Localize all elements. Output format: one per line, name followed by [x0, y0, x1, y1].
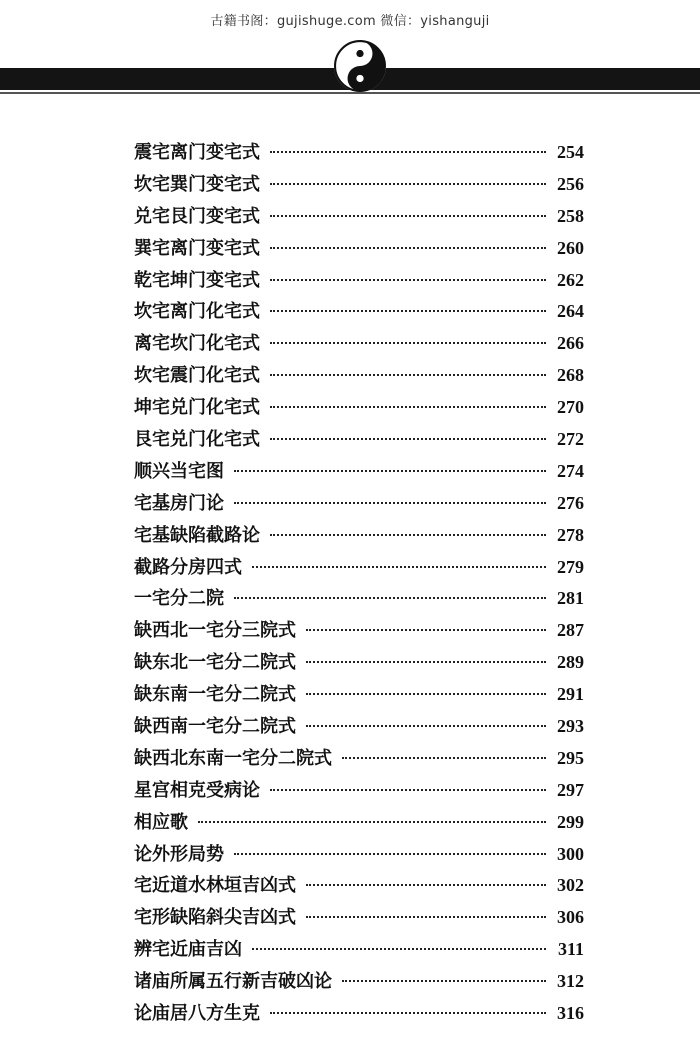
toc-entry-title: 震宅离门变宅式 [134, 142, 260, 163]
toc-entry-title: 缺西北一宅分三院式 [134, 620, 296, 642]
toc-entry [134, 202, 584, 234]
toc-entry-title: 论外形局势 [134, 843, 224, 865]
watermark-text: 古籍书阁：gujishuge.com 微信：yishanguji [210, 14, 490, 29]
toc-entry [134, 297, 584, 329]
toc-entry-title: 星宫相克受病论 [134, 779, 260, 801]
toc-entry-title: 辨宅近庙吉凶 [134, 939, 242, 961]
toc-entry-title: 艮宅兑门化宅式 [134, 429, 260, 451]
toc-entry [134, 457, 584, 489]
toc-entry [134, 776, 584, 808]
toc-entry-title: 离宅坎门化宅式 [134, 333, 260, 355]
toc-entry [134, 680, 584, 712]
toc-dot-leader [270, 534, 546, 536]
toc-entry-page-number: 295 [557, 747, 584, 768]
toc-dot-leader [234, 470, 546, 472]
toc-entry-page-number: 300 [557, 843, 584, 864]
toc-entry-page-number: 311 [557, 939, 584, 960]
toc-entry-title: 巽宅离门变宅式 [134, 237, 260, 259]
toc-dot-leader [342, 980, 546, 982]
toc-dot-leader [270, 374, 546, 376]
toc-dot-leader [234, 853, 546, 855]
toc-dot-leader [270, 183, 546, 185]
toc-entry-title: 宅基房门论 [134, 492, 224, 514]
toc-entry-title: 宅形缺陷斜尖吉凶式 [134, 907, 296, 929]
toc-entry [134, 170, 584, 202]
toc-entry [134, 266, 584, 298]
table-of-contents [134, 138, 584, 1031]
toc-entry [134, 521, 584, 553]
toc-entry [134, 584, 584, 616]
toc-entry-page-number: 279 [557, 556, 584, 577]
toc-entry-page-number: 306 [557, 907, 584, 928]
toc-entry-title: 论庙居八方生克 [134, 1003, 260, 1025]
toc-dot-leader [270, 342, 546, 344]
toc-dot-leader [234, 502, 546, 504]
toc-entry-title: 坎宅巽门变宅式 [134, 173, 260, 195]
toc-dot-leader [306, 629, 546, 631]
toc-entry [134, 648, 584, 680]
toc-entry-title: 顺兴当宅图 [134, 460, 224, 482]
toc-entry-page-number: 276 [557, 492, 584, 513]
toc-dot-leader [234, 597, 546, 599]
toc-entry [134, 903, 584, 935]
toc-entry-page-number: 274 [557, 460, 584, 481]
toc-dot-leader [270, 310, 546, 312]
toc-dot-leader [306, 884, 546, 886]
toc-entry [134, 840, 584, 872]
toc-entry [134, 393, 584, 425]
toc-entry-page-number: 312 [557, 971, 584, 992]
toc-dot-leader [270, 1012, 546, 1014]
toc-entry-page-number: 291 [557, 684, 584, 705]
toc-entry [134, 712, 584, 744]
toc-entry-title: 坎宅震门化宅式 [134, 365, 260, 387]
toc-dot-leader [306, 916, 546, 918]
toc-entry-title: 诸庙所属五行新吉破凶论 [134, 971, 332, 993]
toc-dot-leader [270, 247, 546, 249]
toc-entry-page-number: 270 [557, 397, 584, 418]
toc-entry-title: 缺西南一宅分二院式 [134, 716, 296, 738]
toc-entry-title: 相应歌 [134, 811, 188, 833]
toc-entry-title: 坎宅离门化宅式 [134, 301, 260, 323]
toc-dot-leader [270, 279, 546, 281]
toc-entry [134, 425, 584, 457]
toc-entry-title: 坤宅兑门化宅式 [134, 397, 260, 419]
toc-entry-title: 宅基缺陷截路论 [134, 524, 260, 546]
toc-entry-page-number: 260 [557, 237, 584, 258]
toc-entry-title: 缺东北一宅分二院式 [134, 652, 296, 674]
toc-entry-page-number: 302 [557, 875, 584, 896]
toc-dot-leader [198, 821, 546, 823]
toc-entry-page-number: 266 [557, 333, 584, 354]
toc-entry-page-number: 297 [557, 779, 584, 800]
toc-dot-leader [306, 661, 546, 663]
toc-entry-page-number: 316 [557, 1003, 584, 1024]
toc-entry-page-number: 278 [557, 524, 584, 545]
toc-entry [134, 329, 584, 361]
toc-entry-page-number: 268 [557, 365, 584, 386]
toc-entry [134, 967, 584, 999]
toc-entry-page-number: 258 [557, 205, 584, 226]
toc-entry-title: 缺东南一宅分二院式 [134, 684, 296, 706]
toc-entry [134, 935, 584, 967]
toc-dot-leader [270, 789, 546, 791]
toc-entry-page-number: 289 [557, 652, 584, 673]
toc-entry-page-number: 281 [557, 588, 584, 609]
toc-entry [134, 808, 584, 840]
toc-entry-page-number: 264 [557, 301, 584, 322]
header-rule [0, 92, 700, 94]
toc-entry-title: 一宅分二院 [134, 588, 224, 610]
taiji-yin-yang-icon [334, 40, 386, 92]
toc-entry-page-number: 256 [557, 173, 584, 194]
toc-entry-title: 兑宅艮门变宅式 [134, 205, 260, 227]
toc-dot-leader [306, 693, 546, 695]
toc-entry [134, 361, 584, 393]
toc-entry-title: 乾宅坤门变宅式 [134, 269, 260, 291]
toc-entry-title: 缺西北东南一宅分二院式 [134, 747, 332, 769]
toc-entry-page-number: 287 [557, 620, 584, 641]
toc-entry-page-number: 272 [557, 429, 584, 450]
toc-entry [134, 489, 584, 521]
toc-entry [134, 138, 584, 170]
toc-entry [134, 616, 584, 648]
toc-entry-page-number: 293 [557, 716, 584, 737]
toc-entry [134, 871, 584, 903]
toc-dot-leader [270, 438, 546, 440]
toc-dot-leader [252, 566, 546, 568]
toc-dot-leader [306, 725, 546, 727]
toc-entry-page-number: 299 [557, 811, 584, 832]
toc-entry [134, 744, 584, 776]
toc-dot-leader [270, 215, 546, 217]
toc-dot-leader [342, 757, 546, 759]
toc-dot-leader [270, 151, 546, 153]
toc-dot-leader [270, 406, 546, 408]
toc-entry-title: 宅近道水林垣吉凶式 [134, 875, 296, 897]
toc-entry-title: 截路分房四式 [134, 556, 242, 578]
toc-entry [134, 999, 584, 1031]
toc-entry-page-number: 262 [557, 269, 584, 290]
toc-entry-page-number: 254 [557, 142, 584, 162]
toc-entry [134, 234, 584, 266]
toc-dot-leader [252, 948, 546, 950]
toc-entry [134, 553, 584, 585]
